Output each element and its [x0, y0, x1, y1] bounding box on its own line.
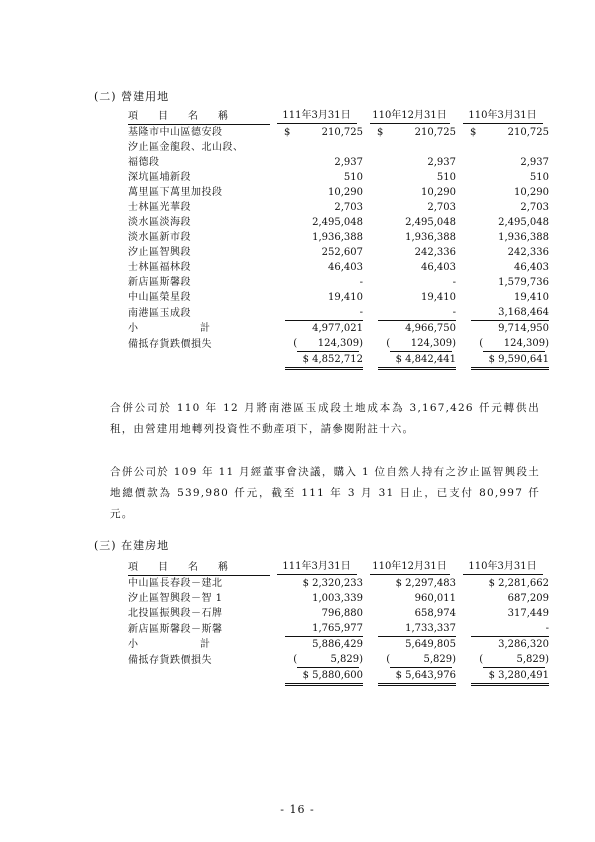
total-value: $ 4,842,441 [378, 352, 456, 370]
cell-value: 9,714,950 [498, 322, 549, 334]
cell-value: 19,410 [514, 291, 549, 303]
total-value: $ 5,880,600 [285, 668, 363, 686]
row-label: 士林區光華段 [128, 201, 191, 213]
table-row [128, 575, 549, 591]
dollar-sign: $ [284, 126, 291, 138]
table-row [128, 124, 549, 140]
table-row [128, 215, 549, 230]
cell-value: 2,495,048 [498, 216, 549, 228]
table-row [128, 290, 549, 305]
subtotal-row [128, 321, 549, 336]
allowance-row: 備抵存貨跌價損失 ( 124,309) ( 124,309) ( 124,309) [128, 337, 549, 350]
table-row [128, 606, 549, 621]
cell-value: 2,703 [334, 201, 363, 213]
cell-value: 2,937 [427, 156, 456, 168]
row-label: 南港區玉成段 [128, 307, 191, 319]
row-label: 汐止區智興段 [128, 246, 191, 258]
page-number: - 16 - [280, 803, 315, 816]
row-label: 北投區振興段－石牌 [128, 607, 223, 619]
cell-value: 687,209 [507, 592, 549, 604]
cell-value: 1,936,388 [405, 231, 456, 243]
table-row [128, 230, 549, 245]
cell-value: 1,579,736 [498, 276, 549, 288]
row-label: 汐止區智興段－智 1 [128, 592, 223, 604]
cell-value: 2,937 [520, 156, 549, 168]
cell-value: 10,290 [328, 186, 363, 198]
allowance-row: 備抵存貨跌價損失 ( 5,829) ( 5,829) ( 5,829) [128, 653, 549, 666]
row-label: 淡水區淡海段 [128, 216, 191, 228]
col-header-c2: 110年12月31日 [363, 108, 456, 124]
row-label: 新店區斯馨段－斯馨 [128, 623, 223, 635]
cell-value: 1,733,337 [378, 621, 456, 637]
table-row [128, 260, 549, 275]
row-label: 深坑區埔新段 [128, 171, 191, 183]
col-header-c3: 110年3月31日 [456, 108, 549, 124]
table-row [128, 140, 549, 155]
cell-value: 2,703 [427, 201, 456, 213]
cell-value: 210,725 [414, 126, 456, 138]
total-row [128, 668, 549, 686]
cell-value: 124,309 [297, 336, 359, 352]
col-header-item: 項 目 名 稱 [128, 559, 270, 575]
subtotal-label: 小 計 [128, 322, 224, 334]
table-header [128, 108, 549, 124]
total-value: $ 4,852,712 [285, 352, 363, 370]
cell-value: 242,336 [414, 246, 456, 258]
cell-value: 4,966,750 [405, 322, 456, 334]
cell-value: 46,403 [328, 261, 363, 273]
cell-value: 2,495,048 [312, 216, 363, 228]
table-row [128, 275, 549, 290]
row-label: 中山區長春段－建北 [128, 577, 223, 589]
table-row [128, 155, 549, 170]
row-label: 萬里區下萬里加投段 [128, 186, 223, 198]
section-title-construction: (三) 在建房地 [94, 539, 170, 552]
cell-value: 658,974 [414, 607, 456, 619]
cell-value: $ 2,297,483 [395, 577, 456, 589]
cell-value: 210,725 [321, 126, 363, 138]
col-header-c1: 111年3月31日 [270, 108, 363, 124]
land-table [128, 108, 549, 370]
cell-value: 2,703 [520, 201, 549, 213]
cell-value: - [359, 276, 363, 288]
row-label: 新店區斯馨段 [128, 276, 191, 288]
table-row [128, 185, 549, 200]
row-label: 中山區榮星段 [128, 291, 191, 303]
subtotal-label: 小 計 [128, 638, 224, 650]
table-row [128, 621, 549, 637]
cell-value: 4,977,021 [312, 322, 363, 334]
table-row [128, 305, 549, 321]
cell-value: 210,725 [507, 126, 549, 138]
total-value: $ 9,590,641 [471, 352, 549, 370]
table-row [128, 245, 549, 260]
table-row [128, 170, 549, 185]
cell-value: 1,765,977 [285, 621, 363, 637]
section-title-land: (二) 營建用地 [94, 90, 170, 103]
cell-value: 5,829 [297, 652, 359, 668]
cell-value: 510 [529, 171, 549, 183]
cell-value: 124,309 [390, 336, 452, 352]
cell-value: 2,495,048 [405, 216, 456, 228]
table-row [128, 200, 549, 215]
cell-value: 3,168,464 [471, 305, 549, 321]
cell-value: - [452, 276, 456, 288]
col-header-c1: 111年3月31日 [270, 559, 363, 575]
cell-value: 960,011 [414, 592, 456, 604]
row-label: 士林區福林段 [128, 261, 191, 273]
cell-value: $ 2,281,662 [488, 577, 549, 589]
cell-value: - [378, 305, 456, 321]
subtotal-row [128, 637, 549, 652]
row-label: 汐止區金龍段、北山段、 [128, 141, 244, 153]
cell-value: 510 [436, 171, 456, 183]
allowance-label: 備抵存貨跌價損失 [128, 338, 212, 350]
cell-value: 10,290 [514, 186, 549, 198]
cell-value: 5,649,805 [405, 638, 456, 650]
total-row [128, 352, 549, 370]
cell-value: 796,880 [321, 607, 363, 619]
dollar-sign: $ [470, 126, 477, 138]
cell-value: 317,449 [507, 607, 549, 619]
cell-value: $ 2,320,233 [302, 577, 363, 589]
total-value: $ 5,643,976 [378, 668, 456, 686]
col-header-item: 項 目 名 稱 [128, 108, 270, 124]
construction-table [128, 559, 549, 686]
note-paragraph-1: 合併公司於 110 年 12 月將南港區玉成段土地成本為 3,167,426 仟元轉供出租，由營建用地轉列投資性不動產項下，請參閱附註十六。 [110, 402, 540, 435]
allowance-label: 備抵存貨跌價損失 [128, 654, 212, 666]
dollar-sign: $ [377, 126, 384, 138]
cell-value: 5,829 [390, 652, 452, 668]
cell-value: 10,290 [421, 186, 456, 198]
note-paragraph-2: 合併公司於 109 年 11 月經董事會決議，購入 1 位自然人持有之汐止區智興段土地總價款為 539,980 仟元，截至 111 年 3 月 31 日止，已支付 80,997 仟元。 [110, 466, 540, 520]
cell-value: - [471, 621, 549, 637]
cell-value: 124,309 [483, 336, 545, 352]
cell-value: 46,403 [514, 261, 549, 273]
cell-value: 510 [343, 171, 363, 183]
row-label: 福德段 [128, 156, 160, 168]
table-row [128, 591, 549, 606]
cell-value: 3,286,320 [498, 638, 549, 650]
table-header [128, 559, 549, 575]
cell-value: 19,410 [328, 291, 363, 303]
col-header-c3: 110年3月31日 [456, 559, 549, 575]
cell-value: 1,003,339 [312, 592, 363, 604]
row-label: 淡水區新市段 [128, 231, 191, 243]
cell-value: 252,607 [321, 246, 363, 258]
cell-value: 19,410 [421, 291, 456, 303]
cell-value: 5,886,429 [312, 638, 363, 650]
total-value: $ 3,280,491 [471, 668, 549, 686]
cell-value: 1,936,388 [312, 231, 363, 243]
cell-value: - [285, 305, 363, 321]
cell-value: 46,403 [421, 261, 456, 273]
cell-value: 1,936,388 [498, 231, 549, 243]
row-label: 基隆市中山區德安段 [128, 126, 223, 138]
cell-value: 2,937 [334, 156, 363, 168]
cell-value: 242,336 [507, 246, 549, 258]
col-header-c2: 110年12月31日 [363, 559, 456, 575]
cell-value: 5,829 [483, 652, 545, 668]
